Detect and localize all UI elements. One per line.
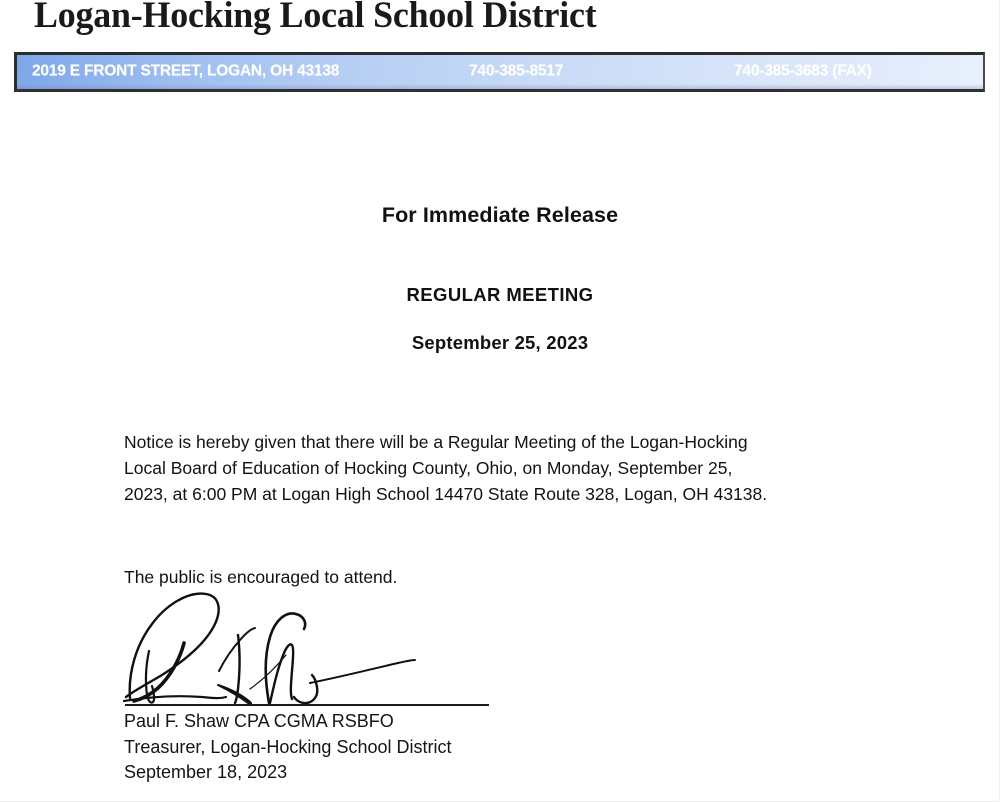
signed-date: September 18, 2023 [124,762,288,782]
signature-line [125,704,489,706]
letterhead-district-title: Logan-Hocking Local School District [34,0,597,36]
notice-body-line-3: 2023, at 6:00 PM at Logan High School 14470 State Route 328, Logan, OH 43138. [124,484,768,504]
handwritten-signature [118,585,508,710]
banner-fax-text: 740-385-3683 (FAX) [734,62,872,80]
for-immediate-release-heading: For Immediate Release [381,203,619,227]
public-attendance-line: The public is encouraged to attend. [124,567,398,587]
notice-body-line-2: Local Board of Education of Hocking County, Ohio, on Monday, September 25, [124,458,733,478]
meeting-date-heading: September 25, 2023 [411,332,589,353]
notice-body-line-1: Notice is hereby given that there will be a Regular Meeting of the Logan-Hocking [124,432,748,452]
banner-address-text: 2019 E FRONT STREET, LOGAN, OH 43138 [32,62,340,80]
notice-body-paragraph [124,429,890,507]
meeting-type-heading: REGULAR MEETING [406,284,594,305]
signer-details [124,709,451,786]
banner-phone-text: 740-385-8517 [469,62,564,80]
signer-title: Treasurer, Logan-Hocking School District [124,736,452,757]
signer-name: Paul F. Shaw CPA CGMA RSBFO [124,711,394,731]
contact-info-banner [14,52,985,92]
